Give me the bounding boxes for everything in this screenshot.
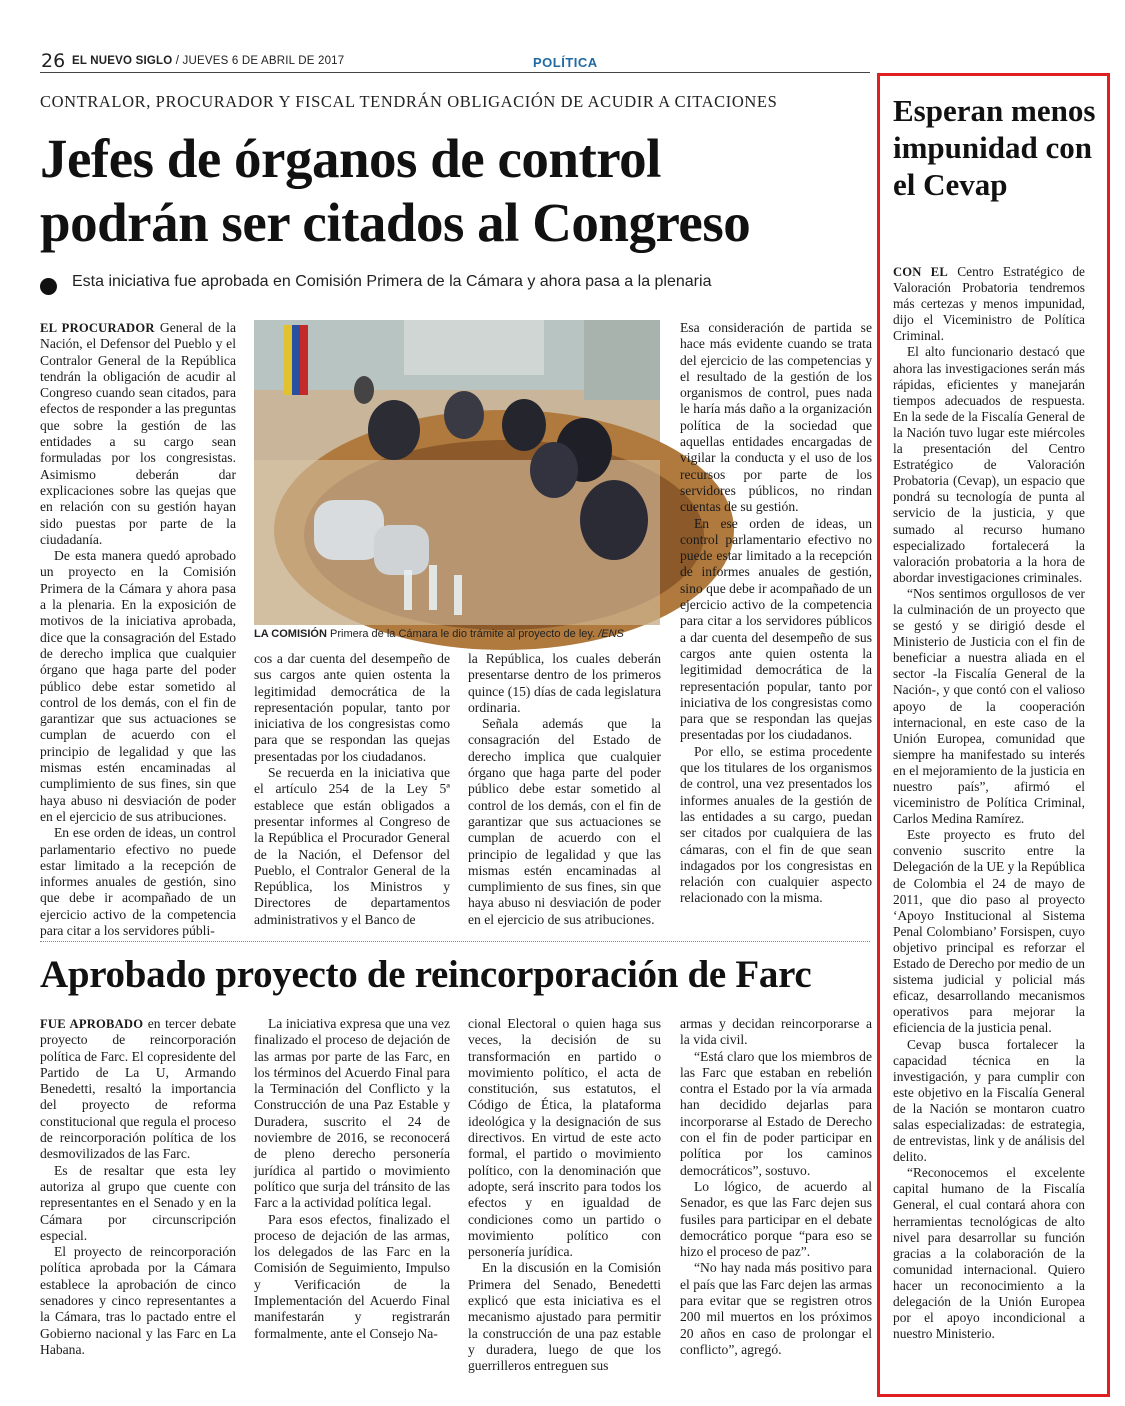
lead-in: FUE APROBADO xyxy=(40,1017,144,1031)
paragraph: “No hay nada más positivo para el país que las Farc dejen las armas para evitar que se registren otros 200 mil muertos en los próximos 20 años en caso de prolongar el conflicto”, agregó. xyxy=(680,1260,872,1357)
article2-column-1 xyxy=(40,1016,236,1357)
paragraph: En ese orden de ideas, un control parlamentario efectivo no puede estar limitado a la recepción de informes anuales de gestión, sino que debe ir acompañado de un ejercicio activo de la competencia para citar a los servidores públi- xyxy=(40,825,236,938)
headline-line-2: podrán ser citados al Congreso xyxy=(40,192,751,253)
paragraph: Por ello, se estima procedente que los titulares de los organismos de control, una vez presentados los informes anuales de la gestión de las entidades a su cargo, puedan ser citados por cualquiera de las cámaras, con el fin de que sean indagados por los congresistas en relación con cualquier aspecto relacionado con la misma. xyxy=(680,743,872,906)
article2-column-4 xyxy=(680,1016,872,1357)
paragraph: Este proyecto es fruto del convenio suscrito entre la Delegación de la UE y la República de Colombia el 24 de mayo de 2011, que dio paso al proyecto ‘Apoyo Institucional al Sistema Penal Colombiano’ Forsispen, cuyo objetivo principal es reforzar el Estado de Derecho por medio de un sistema judicial y policial más eficaz, desarrollando mecanismos operativos para mejorar la eficiencia de la justicia penal. xyxy=(893,827,1085,1036)
paragraph: Es de resaltar que esta ley autoriza al grupo que cuente con representantes en el Senado y en la Cámara por circunscripción especial. xyxy=(40,1162,236,1243)
article1-headline xyxy=(40,127,870,255)
paragraph: armas y decidan reincorporarse a la vida civil. xyxy=(680,1016,872,1048)
issue-date: / JUEVES 6 DE ABRIL DE 2017 xyxy=(175,55,345,67)
page-number: 26 xyxy=(41,50,66,72)
paragraph: Lo lógico, de acuerdo al Senador, es que las Farc dejen sus fusiles para participar en el debate democrático porque “para eso se hizo el proceso de paz”. xyxy=(680,1178,872,1260)
paragraph xyxy=(40,320,236,548)
congress-commission-photo xyxy=(254,320,660,625)
section-label: POLÍTICA xyxy=(533,55,598,70)
article1-column-2 xyxy=(254,651,450,925)
paragraph: El alto funcionario destacó que ahora las investigaciones serán más rápidas, eficientes y manejarán tiempos adecuados de respuesta. En la sede de la Fiscalía General de la Nación tuvo lugar este miércoles la presentación del Centro Estratégico de Valoración Probatoria (Cevap), un espacio que pondrá su tecnología de punta al servicio de la justicia, y que sumado al recurso humano especializado fortalecerá la valoración probatoria a la hora de abordar investigaciones criminales. xyxy=(893,344,1085,585)
bullet-icon xyxy=(40,278,57,295)
paragraph: “Reconocemos el excelente capital humano de la Fiscalía General, el cual contará ahora con herramientas tecnológicas de alto nivel para desarrollar su función gracias a la colaboración de la comunidad internacional. Quiero hacer un reconocimiento a la delegación de la Unión Europea por el apoyo incondicional a nuestro Ministerio. xyxy=(893,1165,1085,1342)
paragraph xyxy=(40,1016,236,1163)
paragraph-text: Centro Estratégico de Valoración Probatoria tendremos más certezas y menos impunidad, dijo el Viceministro de Política Criminal. xyxy=(893,264,1085,344)
caption-lead: LA COMISIÓN xyxy=(254,628,327,640)
paragraph: “Nos sentimos orgullosos de ver la culminación de un proyecto que se gestó y se dirigió desde el Ministerio de Justicia con el fin de beneficiar a nuestra aliada en el sector -la Fiscalía General de la Nación-, y que contó con el valioso apoyo de la cooperación internacional, en este caso de la Unión Europea, comunidad que siempre ha manifestado su interés en el mejoramiento de la justicia en nuestro país”, afirmó el viceministro de Política Criminal, Carlos Medina Ramírez. xyxy=(893,585,1085,827)
paragraph: El proyecto de reincorporación política aprobada por la Cámara establece la aprobación de cinco senadores y cinco representantes a la Cámara, tras lo pactado entre el Gobierno nacional y las Farc en La Habana. xyxy=(40,1244,236,1357)
paragraph: Cevap busca fortalecer la capacidad técnica en la investigación, y para cumplir con este objetivo en la Fiscalía General de la Nación se montaron cuatro salas especializadas: de estrategia, de entrevistas, link y de análisis del delito. xyxy=(893,1036,1085,1165)
headline-line-1: Jefes de órganos de control xyxy=(40,128,661,189)
article-divider xyxy=(40,941,870,942)
publication-line xyxy=(72,55,344,67)
paragraph xyxy=(893,264,1085,344)
sidebar-body xyxy=(893,264,1085,1382)
paragraph: Para esos efectos, finalizado el proceso de dejación de las armas, los delegados de las Farc en la Comisión de Seguimiento, Impulso y Verificación de la Implementación del Acuerdo Final manifestarán y registrarán formalmente, ante el Consejo Na- xyxy=(254,1211,450,1341)
article1-subhead: Esta iniciativa fue aprobada en Comisión Primera de la Cámara y ahora pasa a la plenaria xyxy=(72,273,712,290)
paragraph-text: General de la Nación, el Defensor del Pueblo y el Contralor General de la República tendrán la obligación de acudir al Congreso cuando sean citados, para efectos de responder a las preguntas que sobre la gestión de las entidades a su cargo sean formuladas por los congresistas. Asimismo deberán dar explicaciones sobre las quejas que en relación con su gestión hayan sido puestas por parte de la ciudadanía. xyxy=(40,320,236,547)
publication-name: EL NUEVO SIGLO xyxy=(72,55,173,67)
caption-text: Primera de la Cámara le dio trámite al proyecto de ley. xyxy=(326,628,596,640)
paragraph: De esta manera quedó aprobado un proyecto en la Comisión Primera de la Cámara y ahora pasa a la plenaria. En la exposición de motivos de la iniciativa aprobada, dice que la consagración del Estado de derecho implica que cualquier órgano que haga parte del poder público debe estar sometido al control de los demás, con el fin de garantizar que sus actuaciones se cumplan de acuerdo con el principio de legalidad y que las mismas estén encaminadas al cumplimiento de sus fines, sin que haya abuso ni desviación de poder en el ejercicio de sus atribuciones. xyxy=(40,548,236,824)
article1-column-3 xyxy=(468,651,661,925)
paragraph: la República, los cuales deberán presentarse dentro de los primeros quince (15) días de cada legislatura ordinaria. xyxy=(468,651,661,715)
article2-headline: Aprobado proyecto de reincorporación de Farc xyxy=(40,953,812,996)
photo-caption xyxy=(254,627,660,641)
lead-in: EL PROCURADOR xyxy=(40,321,155,335)
article1-column-4 xyxy=(680,320,872,925)
photo-credit: /ENS xyxy=(598,628,624,640)
paragraph: Señala además que la consagración del Estado de derecho implica que cualquier órgano que haga parte del poder público debe estar sometido al control de los demás, con el fin de garantizar que sus actuaciones se cumplan de acuerdo con el principio de legalidad y que las mismas estén encaminadas al cumplimiento de sus fines, sin que haya abuso ni desviación de poder en el ejercicio de sus atribuciones. xyxy=(468,716,661,927)
paragraph: “Está claro que los miembros de las Farc que estaban en rebelión contra el Estado por la vía armada han decidido dejarlas para incorporarse al Estado de Derecho con el fin de poder participar en política por los caminos democráticos”, sostuvo. xyxy=(680,1048,872,1178)
paragraph: cos a dar cuenta del desempeño de sus cargos ante quien ostenta la legitimidad democrática de la representación popular, tanto por iniciativa de los congresistas como para que se respondan las quejas presentadas por los ciudadanos. xyxy=(254,651,450,764)
lead-in: CON EL xyxy=(893,265,949,279)
paragraph: Se recuerda en la iniciativa que el artículo 254 de la Ley 5ª establece que están obligados a presentar informes al Congreso de la República el Procurador General de la Nación, el Defensor del Pueblo, el Contralor General de la República, los Ministros y Directores de departamentos administrativos y el Banco de xyxy=(254,765,450,927)
article2-column-3 xyxy=(468,1016,661,1374)
paragraph: La iniciativa expresa que una vez finalizado el proceso de dejación de las armas por parte de las Farc, en los términos del Acuerdo Final para la Terminación del Conflicto y la Construcción de una Paz Estable y Duradera, suscrito el 24 de noviembre de 2016, se reconocerá de pleno derecho personería jurídica al partido o movimiento político que surja del tránsito de las Farc a la actividad política legal. xyxy=(254,1016,450,1211)
sidebar-headline: Esperan menos impunidad con el Cevap xyxy=(893,93,1096,202)
paragraph-text: en tercer debate proyecto de reincorporación política de Farc. El copresidente del Partido de La U, Armando Benedetti, resaltó la importancia del proyecto de reforma constitucional que regula el proceso de reincorporación política de los desmovilizados de las Farc. xyxy=(40,1016,236,1162)
article2-column-2 xyxy=(254,1016,450,1348)
paragraph: En la discusión en la Comisión Primera del Senado, Benedetti explicó que esta iniciativa es el mecanismo ajustado para permitir la construcción de una paz estable y duradera, luego de que los guerrilleros entreguen sus xyxy=(468,1260,661,1374)
paragraph: cional Electoral o quien haga sus veces, la decisión de su transformación en partido o movimiento político, el acta de constitución, sus estatutos, el Código de Ética, la plataforma ideológica y la designación de sus directivos. En virtud de este acto formal, el partido o movimiento político, con la denominación que adopte, será inscrito para todos los efectos y en igualdad de condiciones como un partido o movimiento político con personería jurídica. xyxy=(468,1016,661,1260)
paragraph: En ese orden de ideas, un control parlamentario efectivo no puede estar limitado a la recepción de informes anuales de gestión, sino que debe ir acompañado de un ejercicio activo de la competencia para citar a los servidores públicos a dar cuenta del desempeño de sus cargos ante quien ostenta la legitimidad democrática de la representación popular, tanto por iniciativa de los congresistas como para que se respondan las quejas presentadas por los ciudadanos. xyxy=(680,515,872,743)
header-rule xyxy=(40,72,870,73)
paragraph: Esa consideración de partida se hace más evidente cuando se trata del ejercicio de las competencias y el resultado de la gestión de los organismos de control, pues nada le haría más daño a la organización política de la sociedad que aquellas entidades encargadas de vigilar la conducta y el uso de los recursos por parte de los servidores públicos, no rindan cuentas de su gestión. xyxy=(680,320,872,515)
article1-column-1 xyxy=(40,320,236,938)
article1-kicker: CONTRALOR, PROCURADOR Y FISCAL TENDRÁN OBLIGACIÓN DE ACUDIR A CITACIONES xyxy=(40,92,778,111)
